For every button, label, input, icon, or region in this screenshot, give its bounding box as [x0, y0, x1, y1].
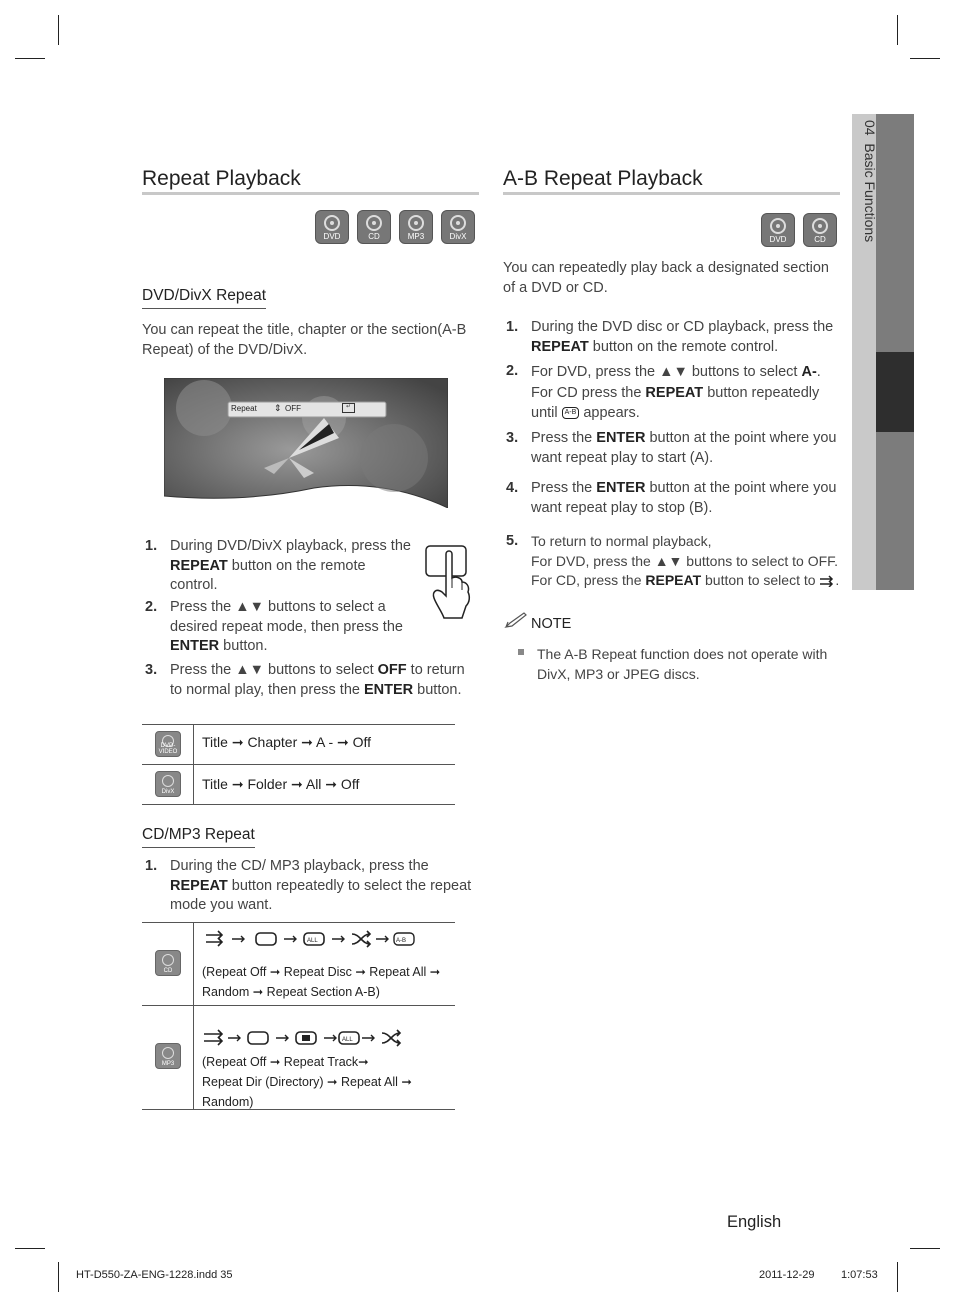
disc-icon-dvd: DVD: [315, 210, 349, 244]
step-number: 4.: [506, 480, 519, 496]
table-cell-divx-modes: Title ➞ Folder ➞ All ➞ Off: [202, 776, 360, 792]
hand-pressing-button-icon: [422, 542, 478, 620]
subheading-dvd-divx-repeat: DVD/DivX Repeat: [142, 287, 266, 309]
table-border: [142, 724, 455, 725]
ab-step-4-text: Press the ENTER button at the point where you want repeat play to stop (B).: [531, 480, 837, 516]
step-number: 3.: [145, 662, 158, 678]
ab-intro-text: You can repeatedly play back a designated section of a DVD or CD.: [503, 260, 829, 296]
ab-step-2-text: For DVD, press the ▲▼ buttons to select A-. For CD press the REPEAT button repeatedly until A-B appears.: [531, 364, 821, 421]
disc-icon-cd: CD: [155, 950, 181, 976]
svg-text:A-B: A-B: [396, 938, 407, 944]
screen-illustration: [164, 378, 448, 508]
crop-mark: [58, 15, 59, 45]
crop-mark: [15, 1248, 45, 1249]
title-rule: [142, 192, 479, 195]
step-number: 2.: [145, 599, 158, 615]
step-number: 2.: [506, 363, 519, 379]
step-1-text: During DVD/DivX playback, press the REPEAT button on the remote control.: [170, 538, 411, 593]
disc-icon-mp3: MP3: [399, 210, 433, 244]
disc-icon-cd: CD: [357, 210, 391, 244]
disc-icon-dvd: DVD: [761, 213, 795, 247]
cd-repeat-sequence-icons: [204, 928, 416, 950]
step-2-text: Press the ▲▼ buttons to select a desired repeat mode, then press the ENTER button.: [170, 599, 403, 654]
disc-icon-divx: DivX: [441, 210, 475, 244]
ab-step-5-text: To return to normal playback, For DVD, press the ▲▼ buttons to select to OFF. For CD, press the REPEAT button to select to .: [531, 533, 840, 588]
osd-repeat-value: OFF: [285, 404, 301, 413]
section-title-repeat-playback: Repeat Playback: [142, 167, 301, 190]
table-border: [142, 804, 455, 805]
chapter-tab-label: 04 Basic Functions: [862, 120, 878, 243]
osd-repeat-label: Repeat: [231, 404, 257, 413]
table-border: [142, 922, 455, 923]
step-number: 3.: [506, 430, 519, 446]
note-bullet: [518, 649, 524, 655]
ab-step-3-text: Press the ENTER button at the point where you want repeat play to start (A).: [531, 430, 837, 466]
step-number: 5.: [506, 533, 519, 549]
subheading-cd-mp3-repeat: CD/MP3 Repeat: [142, 826, 255, 848]
chapter-tab-marker: [876, 352, 914, 432]
table-cell-mp3-modes: (Repeat Off ➞ Repeat Track➞ Repeat Dir (Directory) ➞ Repeat All ➞ Random): [202, 1055, 412, 1109]
table-border: [193, 724, 194, 804]
table-border: [142, 764, 455, 765]
ab-step-1-text: During the DVD disc or CD playback, press the REPEAT button on the remote control.: [531, 319, 834, 355]
footer-date: 2011-12-29: [759, 1269, 815, 1281]
crop-mark: [897, 1262, 898, 1292]
title-rule: [503, 192, 840, 195]
table-cell-dvd-modes: Title ➞ Chapter ➞ A - ➞ Off: [202, 734, 372, 750]
osd-updown-icon: ⇕: [274, 403, 282, 413]
enter-icon: ↵: [342, 403, 355, 413]
disc-icon-dvd-video: DVD-VIDEO: [155, 731, 181, 757]
page-language: English: [727, 1213, 782, 1231]
repeat-off-icon: [819, 575, 835, 587]
footer-time: 1:07:53: [841, 1269, 878, 1281]
note-label: NOTE: [531, 616, 572, 632]
intro-text: You can repeat the title, chapter or the section(A-B Repeat) of the DVD/DivX.: [142, 322, 467, 358]
note-text: The A-B Repeat function does not operate with DivX, MP3 or JPEG discs.: [537, 646, 828, 682]
crop-mark: [910, 1248, 940, 1249]
svg-text:ALL: ALL: [307, 938, 318, 944]
ab-repeat-icon: A-B: [562, 407, 580, 419]
footer-file-name: HT-D550-ZA-ENG-1228.indd 35: [76, 1269, 233, 1281]
note-pencil-icon: [504, 611, 528, 629]
section-title-ab-repeat-playback: A-B Repeat Playback: [503, 167, 703, 190]
crop-mark: [15, 58, 45, 59]
table-border: [193, 922, 194, 1109]
disc-icon-divx: DivX: [155, 771, 181, 797]
cd-step-1-text: During the CD/ MP3 playback, press the REPEAT button repeatedly to select the repeat mode you want.: [170, 858, 472, 913]
crop-mark: [910, 58, 940, 59]
mp3-repeat-sequence-icons: [202, 1027, 406, 1049]
disc-icon-cd: CD: [803, 213, 837, 247]
table-border: [142, 1005, 455, 1006]
svg-text:ALL: ALL: [342, 1037, 353, 1043]
step-number: 1.: [506, 319, 519, 335]
screen-image: [164, 378, 448, 508]
step-number: 1.: [145, 538, 158, 554]
step-number: 1.: [145, 858, 158, 874]
table-cell-cd-modes: (Repeat Off ➞ Repeat Disc ➞ Repeat All ➞ Random ➞ Repeat Section A-B): [202, 965, 441, 999]
disc-icon-mp3: MP3: [155, 1043, 181, 1069]
crop-mark: [897, 15, 898, 45]
crop-mark: [58, 1262, 59, 1292]
step-3-text: Press the ▲▼ buttons to select OFF to return to normal play, then press the ENTER button.: [170, 662, 465, 698]
